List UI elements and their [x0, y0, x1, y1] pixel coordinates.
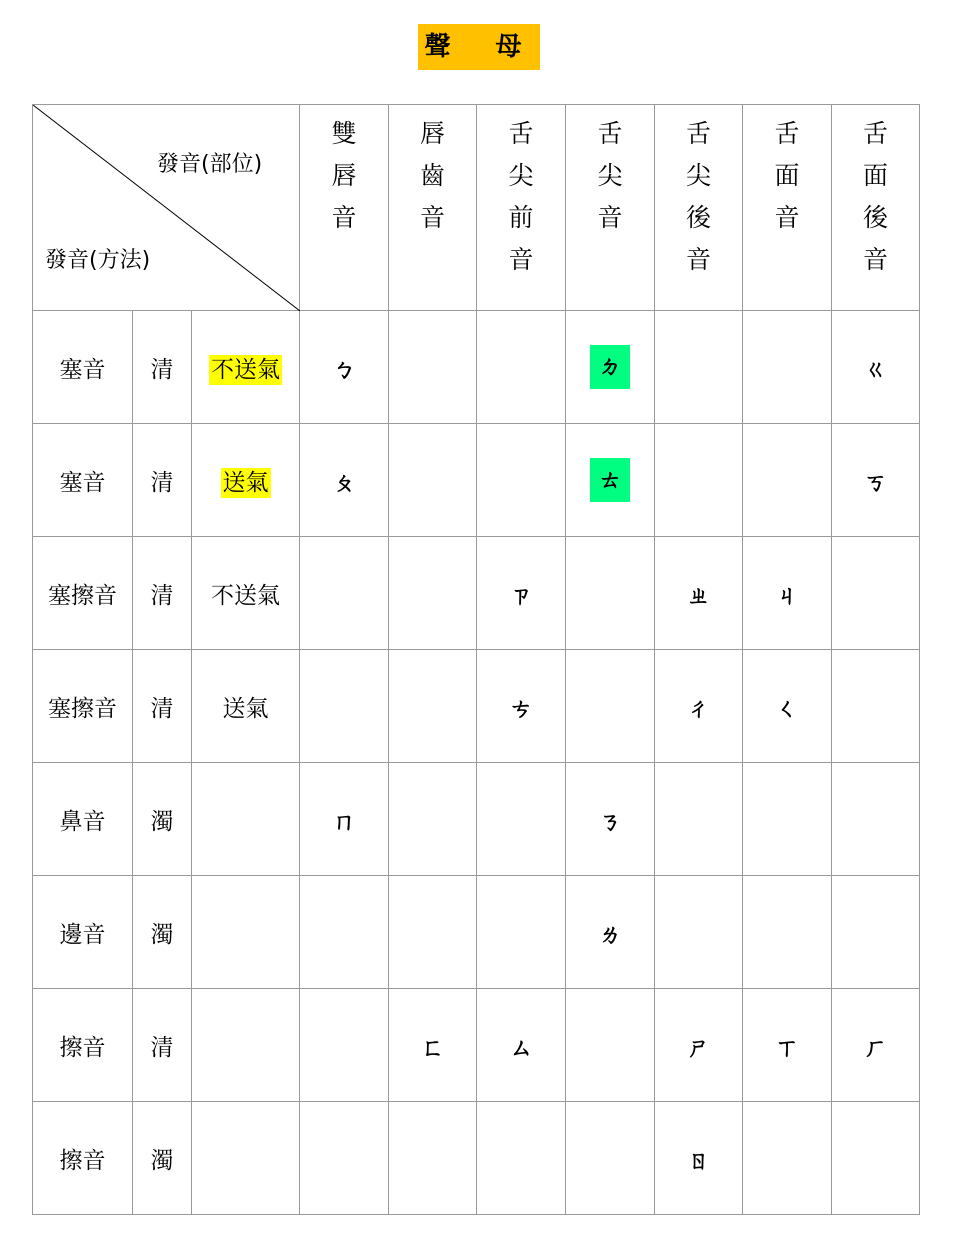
place-header-char: 齒 [419, 161, 445, 190]
symbol-cell-text: ㄎ [864, 469, 887, 496]
symbol-cell [655, 763, 743, 876]
place-header-char: 前 [508, 203, 534, 232]
symbol-cell [300, 763, 389, 876]
place-header-char: 音 [685, 245, 711, 274]
manner-cell [33, 876, 133, 989]
voicing-cell [133, 650, 192, 763]
header-row [33, 105, 920, 311]
place-header-char: 音 [597, 203, 623, 232]
manner-cell-text: 塞擦音 [48, 582, 117, 609]
symbol-cell [477, 1102, 566, 1215]
place-header-char: 雙 [331, 119, 357, 148]
place-header-char: 舌 [862, 119, 888, 148]
table-row [33, 763, 920, 876]
table-row [33, 537, 920, 650]
symbol-cell [655, 876, 743, 989]
aspiration-cell-text: 送氣 [222, 695, 269, 722]
symbol-cell [655, 311, 743, 424]
symbol-cell-text: ㄌ [598, 921, 622, 948]
symbol-cell-text: ㄘ [509, 695, 533, 722]
symbol-cell [566, 537, 655, 650]
symbol-cell [389, 763, 477, 876]
symbol-cell [389, 650, 477, 763]
symbol-cell-text: ㄐ [775, 582, 799, 609]
manner-cell-text: 塞音 [59, 469, 106, 496]
symbol-cell [389, 311, 477, 424]
voicing-cell-text: 濁 [150, 1147, 174, 1174]
symbol-cell [832, 763, 920, 876]
manner-cell-text: 塞音 [59, 356, 106, 383]
symbol-cell [743, 989, 832, 1102]
symbol-cell [477, 763, 566, 876]
symbol-cell-text: ㄋ [598, 808, 622, 835]
symbol-cell [477, 650, 566, 763]
symbol-cell [832, 876, 920, 989]
voicing-cell [133, 311, 192, 424]
place-header-char: 後 [685, 203, 711, 232]
symbol-cell [743, 650, 832, 763]
place-header-char: 後 [862, 203, 888, 232]
symbol-cell [389, 424, 477, 537]
place-header [566, 105, 655, 311]
voicing-cell [133, 876, 192, 989]
symbol-cell [743, 763, 832, 876]
header-corner [33, 105, 300, 311]
aspiration-cell [192, 311, 300, 424]
symbol-cell [300, 424, 389, 537]
symbol-cell-text: ㄉ [590, 345, 630, 389]
place-header-char: 舌 [685, 119, 711, 148]
manner-cell-text: 鼻音 [59, 808, 106, 835]
symbol-cell [655, 989, 743, 1102]
aspiration-cell-text: 不送氣 [211, 356, 280, 383]
table-row [33, 424, 920, 537]
manner-cell-text: 塞擦音 [48, 695, 117, 722]
symbol-cell-text: ㄈ [421, 1034, 444, 1061]
place-axis-label: 發音(部位) [157, 152, 263, 177]
symbol-cell-text: ㄙ [509, 1034, 533, 1061]
voicing-cell-text: 清 [150, 469, 174, 496]
aspiration-cell [192, 1102, 300, 1215]
symbol-cell [655, 1102, 743, 1215]
table-body [33, 311, 920, 1215]
symbol-cell [389, 1102, 477, 1215]
place-header [743, 105, 832, 311]
symbol-cell [832, 424, 920, 537]
symbol-cell-text: ㄒ [775, 1034, 799, 1061]
place-header-char: 舌 [508, 119, 534, 148]
symbol-cell [655, 424, 743, 537]
symbol-cell [743, 537, 832, 650]
symbol-cell [477, 311, 566, 424]
aspiration-cell [192, 876, 300, 989]
table-row [33, 1102, 920, 1215]
symbol-cell [300, 989, 389, 1102]
symbol-cell [743, 424, 832, 537]
symbol-cell [477, 424, 566, 537]
symbol-cell [832, 650, 920, 763]
voicing-cell-text: 清 [150, 1034, 174, 1061]
symbol-cell [300, 876, 389, 989]
symbol-cell [300, 537, 389, 650]
voicing-cell [133, 1102, 192, 1215]
aspiration-cell-text: 送氣 [222, 469, 269, 496]
table-row [33, 989, 920, 1102]
initials-table [32, 104, 920, 1215]
place-header [655, 105, 743, 311]
diagonal-line [33, 105, 300, 311]
voicing-cell-text: 清 [150, 582, 174, 609]
place-header-char: 尖 [685, 161, 711, 190]
symbol-cell [832, 311, 920, 424]
symbol-cell-text: ㄔ [687, 695, 710, 722]
place-header-char: 面 [774, 161, 800, 190]
symbol-cell-text: ㄓ [687, 582, 710, 609]
symbol-cell [743, 311, 832, 424]
method-axis-label: 發音(方法) [45, 248, 151, 273]
aspiration-cell [192, 537, 300, 650]
place-header-char: 面 [862, 161, 888, 190]
symbol-cell [743, 1102, 832, 1215]
symbol-cell-text: ㄇ [332, 808, 356, 835]
symbol-cell [832, 537, 920, 650]
symbol-cell [389, 876, 477, 989]
place-header-char: 音 [862, 245, 888, 274]
manner-cell [33, 1102, 133, 1215]
aspiration-cell [192, 763, 300, 876]
manner-cell [33, 989, 133, 1102]
symbol-cell [655, 650, 743, 763]
table-row [33, 876, 920, 989]
manner-cell [33, 311, 133, 424]
symbol-cell-text: ㄆ [332, 469, 356, 496]
symbol-cell-text: ㄅ [332, 356, 356, 383]
voicing-cell-text: 清 [150, 695, 174, 722]
symbol-cell-text: ㄊ [590, 458, 630, 502]
symbol-cell [655, 537, 743, 650]
title-wrap [0, 24, 958, 70]
place-header [389, 105, 477, 311]
place-header-char: 音 [331, 203, 357, 232]
manner-cell-text: 擦音 [59, 1147, 106, 1174]
manner-cell [33, 424, 133, 537]
manner-cell [33, 650, 133, 763]
voicing-cell-text: 清 [150, 356, 174, 383]
place-header-char: 舌 [774, 119, 800, 148]
manner-cell-text: 邊音 [59, 921, 106, 948]
symbol-cell [300, 650, 389, 763]
voicing-cell-text: 濁 [150, 808, 174, 835]
symbol-cell-text: ㄖ [687, 1147, 710, 1174]
symbol-cell [566, 311, 655, 424]
symbol-cell [832, 1102, 920, 1215]
aspiration-cell [192, 989, 300, 1102]
manner-cell [33, 537, 133, 650]
aspiration-cell-text: 不送氣 [211, 582, 280, 609]
symbol-cell [566, 989, 655, 1102]
symbol-cell-text: ㄍ [864, 356, 887, 383]
voicing-cell [133, 989, 192, 1102]
voicing-cell [133, 763, 192, 876]
voicing-cell-text: 濁 [150, 921, 174, 948]
symbol-cell [300, 311, 389, 424]
symbol-cell [477, 989, 566, 1102]
symbol-cell [300, 1102, 389, 1215]
table-row [33, 311, 920, 424]
aspiration-cell [192, 424, 300, 537]
manner-cell-text: 擦音 [59, 1034, 106, 1061]
aspiration-cell [192, 650, 300, 763]
symbol-cell [566, 1102, 655, 1215]
voicing-cell [133, 537, 192, 650]
symbol-cell [566, 876, 655, 989]
place-header [832, 105, 920, 311]
symbol-cell-text: ㄗ [509, 582, 533, 609]
place-header [300, 105, 389, 311]
symbol-cell [743, 876, 832, 989]
place-header-char: 音 [774, 203, 800, 232]
place-header-char: 音 [419, 203, 445, 232]
symbol-cell-text: ㄏ [864, 1034, 887, 1061]
symbol-cell-text: ㄕ [687, 1034, 710, 1061]
place-header-char: 音 [508, 245, 534, 274]
place-header-char: 尖 [508, 161, 534, 190]
symbol-cell [566, 650, 655, 763]
symbol-cell [389, 537, 477, 650]
symbol-cell-text: ㄑ [775, 695, 799, 722]
symbol-cell [566, 424, 655, 537]
page-title: 聲 母 [418, 24, 539, 70]
symbol-cell [566, 763, 655, 876]
symbol-cell [389, 989, 477, 1102]
manner-cell [33, 763, 133, 876]
symbol-cell [477, 876, 566, 989]
place-header-char: 唇 [331, 161, 357, 190]
place-header-char: 尖 [597, 161, 623, 190]
place-header-char: 舌 [597, 119, 623, 148]
symbol-cell [477, 537, 566, 650]
table-row [33, 650, 920, 763]
voicing-cell [133, 424, 192, 537]
place-header-char: 唇 [419, 119, 445, 148]
place-header [477, 105, 566, 311]
symbol-cell [832, 989, 920, 1102]
